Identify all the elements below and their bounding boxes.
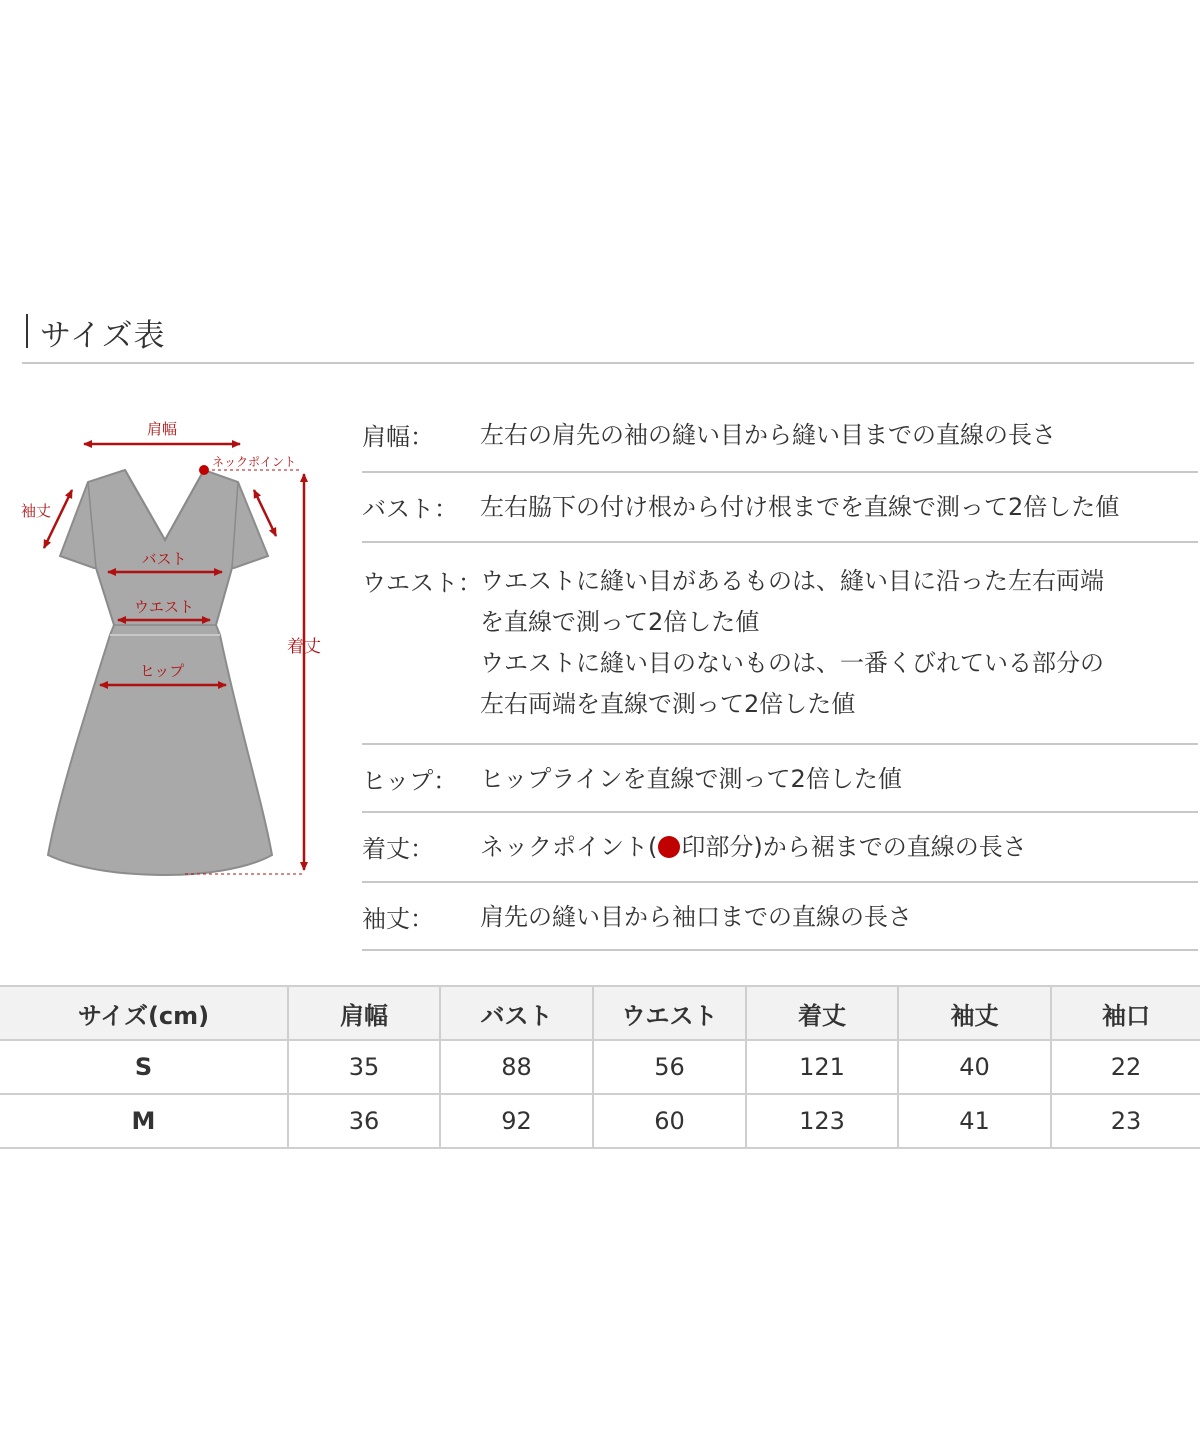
definition-line: 左右脇下の付け根から付け根までを直線で測って2倍した値 [480, 493, 1120, 521]
table-cell: 88 [440, 1040, 593, 1094]
table-cell: 23 [1051, 1094, 1200, 1148]
definition-row [362, 473, 1198, 543]
definition-row [362, 745, 1198, 813]
neck-point-dot [199, 465, 209, 475]
definition-term: 袖丈： [362, 905, 434, 933]
table-cell: 22 [1051, 1040, 1200, 1094]
column-header: 袖口 [1051, 986, 1200, 1040]
definition-line: 左右の肩先の袖の縫い目から縫い目までの直線の長さ [480, 421, 1056, 449]
definition-term: バスト： [362, 495, 458, 523]
table-cell: 35 [288, 1040, 440, 1094]
table-cell: S [0, 1040, 288, 1094]
table-cell: 56 [593, 1040, 746, 1094]
table-cell: 123 [746, 1094, 898, 1148]
definition-line: ヒップラインを直線で測って2倍した値 [480, 765, 902, 793]
garment-diagram [0, 400, 340, 900]
definition-row [362, 813, 1198, 883]
definition-term: 肩幅： [362, 423, 434, 451]
definition-text-post: 印部分)から裾までの直線の長さ [681, 833, 1027, 861]
definition-row [362, 405, 1198, 473]
definition-desc [480, 487, 1198, 528]
table-row [0, 1040, 1200, 1094]
column-header: 肩幅 [288, 986, 440, 1040]
page-title: サイズ表 [40, 318, 166, 354]
definition-line: 左右両端を直線で測って2倍した値 [480, 690, 856, 718]
definition-term: 着丈： [362, 835, 434, 863]
table-cell: 41 [898, 1094, 1051, 1148]
title-accent-bar [26, 314, 28, 348]
definition-line [480, 827, 1198, 868]
table-cell: 92 [440, 1094, 593, 1148]
table-row [0, 1094, 1200, 1148]
column-header: 袖丈 [898, 986, 1051, 1040]
bust-label: バスト [141, 550, 187, 568]
table-cell: 36 [288, 1094, 440, 1148]
definition-line: 肩先の縫い目から袖口までの直線の長さ [480, 903, 912, 931]
sleeve-label: 袖丈 [20, 502, 52, 520]
table-header-row [0, 986, 1200, 1040]
column-header: バスト [440, 986, 593, 1040]
column-header: サイズ(cm) [0, 986, 288, 1040]
column-header: 着丈 [746, 986, 898, 1040]
hip-label: ヒップ [139, 662, 185, 680]
size-table [0, 985, 1200, 1149]
length-label: 着丈 [287, 637, 321, 657]
definition-line: ウエストに縫い目があるものは、縫い目に沿った左右両端 [480, 567, 1104, 595]
definition-row [362, 883, 1198, 951]
definition-desc [480, 827, 1198, 868]
column-header: ウエスト [593, 986, 746, 1040]
definition-line: ウエストに縫い目のないものは、一番くびれている部分の [480, 649, 1104, 677]
section-header [22, 306, 1194, 364]
neck-point-marker-icon [658, 836, 680, 858]
table-cell: 40 [898, 1040, 1051, 1094]
definition-line: を直線で測って2倍した値 [480, 608, 760, 636]
definition-desc [480, 897, 1198, 938]
definition-desc [480, 759, 1198, 800]
definition-desc [480, 561, 1198, 725]
table-cell: 121 [746, 1040, 898, 1094]
definition-row [362, 543, 1198, 745]
definition-term: ヒップ： [362, 767, 458, 795]
shoulder-label: 肩幅 [146, 420, 178, 438]
table-cell: M [0, 1094, 288, 1148]
definition-desc [480, 415, 1198, 456]
waist-label: ウエスト [133, 598, 195, 616]
measurement-definitions [362, 405, 1198, 951]
table-cell: 60 [593, 1094, 746, 1148]
definition-text-pre: ネックポイント( [480, 833, 658, 861]
definition-term: ウエスト： [362, 569, 482, 597]
neck-point-label: ネックポイント [212, 455, 297, 469]
